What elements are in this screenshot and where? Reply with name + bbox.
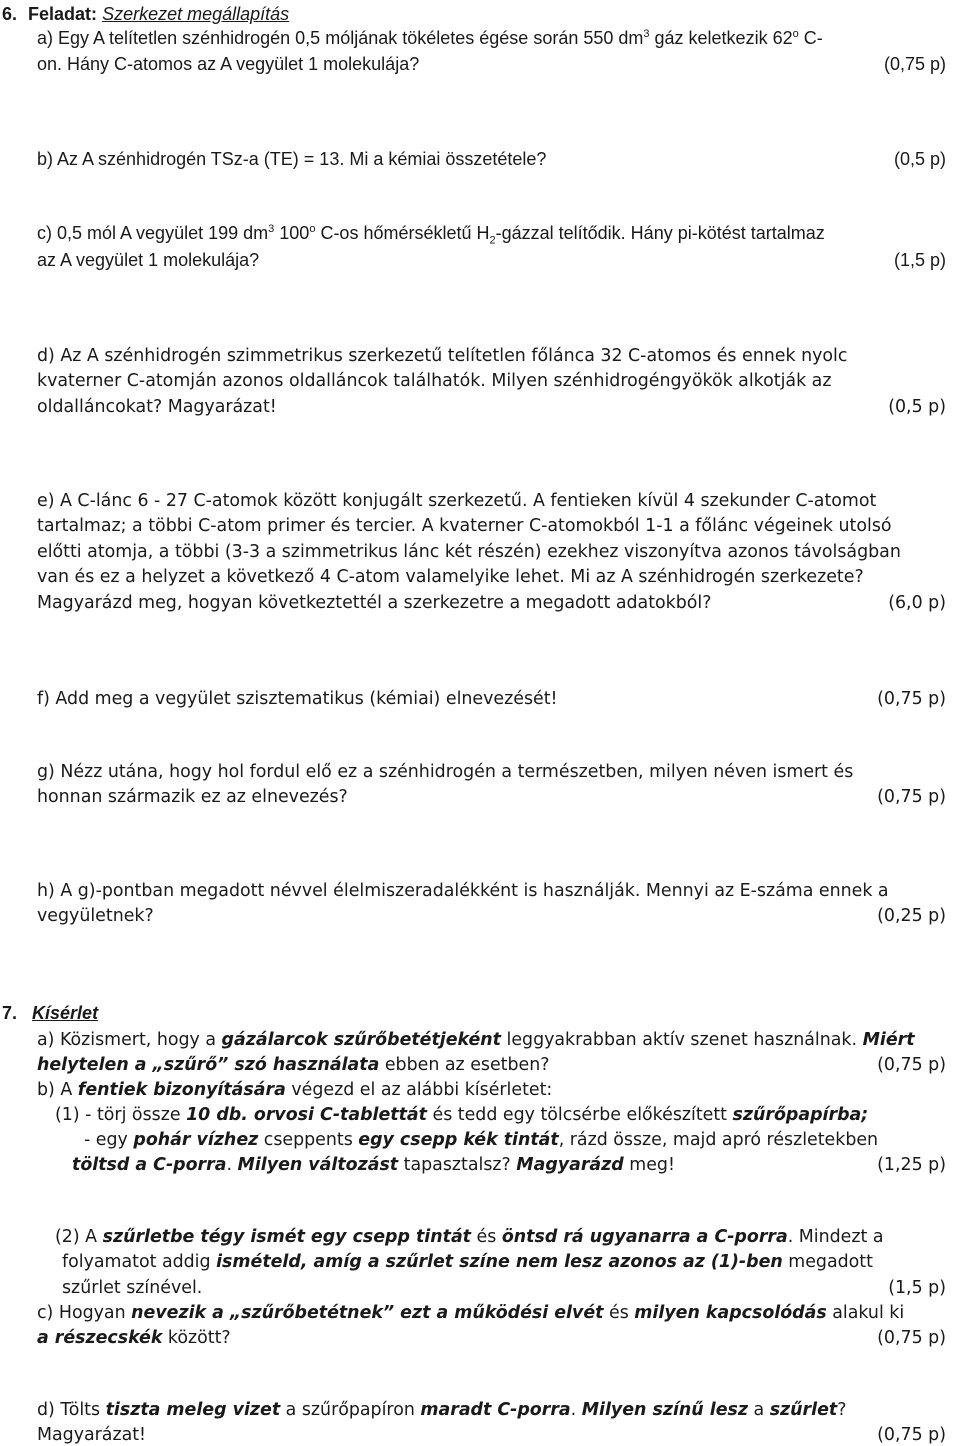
task6-number: 6. bbox=[2, 4, 18, 24]
task7-heading bbox=[2, 1002, 946, 1024]
task7-step1-line1: (1) - törj össze 10 db. orvosi C-tablettát és tedd egy tölcsérbe előkészített szűrőpapírba; bbox=[55, 1105, 869, 1125]
task6-d-points: (0,5 p) bbox=[888, 397, 946, 417]
task6-c-line2: az A vegyület 1 molekulája? bbox=[37, 250, 260, 270]
task7-step2-points: (1,5 p) bbox=[888, 1278, 946, 1298]
task7-b-line: b) A fentiek bizonyítására végezd el az alábbi kísérletet: bbox=[37, 1080, 553, 1100]
task6-e-line3: előtti atomja, a többi (3-3 a szimmetrikus lánc két részén) ezekhez viszonyítva azonos távolságban bbox=[37, 542, 901, 562]
task6-e-points: (6,0 p) bbox=[888, 593, 946, 613]
task6-d-line1: d) Az A szénhidrogén szimmetrikus szerkezetű telítetlen főlánca 32 C-atomos és ennek nyolc bbox=[37, 346, 848, 366]
task7-number: 7. bbox=[2, 1003, 18, 1023]
task6-label: Feladat: bbox=[28, 4, 98, 24]
task6-g-line1: g) Nézz utána, hogy hol fordul elő ez a szénhidrogén a természetben, milyen néven ismert és bbox=[37, 762, 854, 782]
task6-a-points: (0,75 p) bbox=[883, 54, 946, 74]
task7-d-points: (0,75 p) bbox=[877, 1425, 946, 1445]
task6-b-text: b) Az A szénhidrogén TSz-a (TE) = 13. Mi a kémiai összetétele? bbox=[37, 149, 547, 169]
task6-e-line1: e) A C-lánc 6 - 27 C-atomok között konjugált szerkezetű. A fentieken kívül 4 szekunder C-atomot bbox=[37, 491, 877, 511]
task7-a-line1: a) Közismert, hogy a gázálarcok szűrőbetétjeként leggyakrabban aktív szenet használnak. Miért bbox=[37, 1030, 915, 1050]
task7-c-line2: a részecskék között? bbox=[37, 1328, 231, 1348]
task6-e-line4: van és ez a helyzet a következő 4 C-atom valamelyike lehet. Mi az A szénhidrogén szerkezete? bbox=[37, 567, 864, 587]
task7-step1-points: (1,25 p) bbox=[877, 1155, 946, 1175]
task6-heading bbox=[2, 3, 946, 25]
task7-step2-line3: szűrlet színével. bbox=[62, 1278, 203, 1298]
task6-h-points: (0,25 p) bbox=[877, 906, 946, 926]
task6-e-line2: tartalmaz; a többi C-atom primer és tercier. A kvaterner C-atomokból 1-1 a főlánc végeinek utolsó bbox=[37, 516, 892, 536]
task6-topic: Szerkezet megállapítás bbox=[102, 4, 290, 24]
task6-b-points: (0,5 p) bbox=[893, 149, 946, 169]
task7-a-line2: helytelen a „szűrő” szó használata ebben az esetben? bbox=[37, 1055, 550, 1075]
task6-g-points: (0,75 p) bbox=[877, 787, 946, 807]
task6-d-line3: oldalláncokat? Magyarázat! bbox=[37, 397, 277, 417]
task7-title: Kísérlet bbox=[32, 1003, 99, 1023]
task7-step1-line3: töltsd a C-porra. Milyen változást tapasztalsz? Magyarázd meg! bbox=[72, 1155, 675, 1175]
task6-c-points: (1,5 p) bbox=[893, 250, 946, 270]
task6-f-points: (0,75 p) bbox=[877, 689, 946, 709]
task7-c-points: (0,75 p) bbox=[877, 1328, 946, 1348]
task6-g-line2: honnan származik ez az elnevezés? bbox=[37, 787, 348, 807]
task6-f-text: f) Add meg a vegyület szisztematikus (kémiai) elnevezését! bbox=[37, 689, 558, 709]
task7-a-points: (0,75 p) bbox=[877, 1055, 946, 1075]
task7-step2-line1: (2) A szűrletbe tégy ismét egy csepp tintát és öntsd rá ugyanarra a C-porra. Mindezt a bbox=[55, 1227, 884, 1247]
task7-step1-line2: - egy pohár vízhez cseppents egy csepp kék tintát, rázd össze, majd apró részletekben bbox=[84, 1130, 879, 1150]
task7-d-line1: d) Tölts tiszta meleg vizet a szűrőpapíron maradt C-porra. Milyen színű lesz a szűrlet? bbox=[37, 1400, 847, 1420]
task6-c-line1: c) 0,5 mól A vegyület 199 $dm^3$ 100$^o$ C-os hőmérsékletű $H_2$-gázzal telítődik. Hány pi-kötést tartalmaz bbox=[37, 223, 825, 247]
task6-h-line1: h) A g)-pontban megadott névvel élelmiszeradalékként is használják. Mennyi az E-száma ennek a bbox=[37, 881, 889, 901]
task7-c-line1: c) Hogyan nevezik a „szűrőbetétnek” ezt a működési elvét és milyen kapcsolódás alakul ki bbox=[37, 1303, 905, 1323]
task6-e-line5: Magyarázd meg, hogyan következtettél a szerkezetre a megadott adatokból? bbox=[37, 593, 712, 613]
task7-step2-line2: folyamatot addig ismételd, amíg a szűrlet színe nem lesz azonos az (1)-ben megadott bbox=[62, 1252, 873, 1272]
task6-h-line2: vegyületnek? bbox=[37, 906, 154, 926]
task6-a-line2: on. Hány C-atomos az A vegyület 1 molekulája? bbox=[37, 54, 420, 74]
task6-a-line1: a) Egy A telítetlen szénhidrogén 0,5 móljának tökéletes égése során 550 $dm^3$ gáz keletkezik 62$^o$ C- bbox=[37, 28, 823, 48]
task6-d-line2: kvaterner C-atomján azonos oldalláncok találhatók. Milyen szénhidrogéngyökök alkotják az bbox=[37, 371, 832, 391]
task7-d-line2: Magyarázat! bbox=[37, 1425, 147, 1445]
